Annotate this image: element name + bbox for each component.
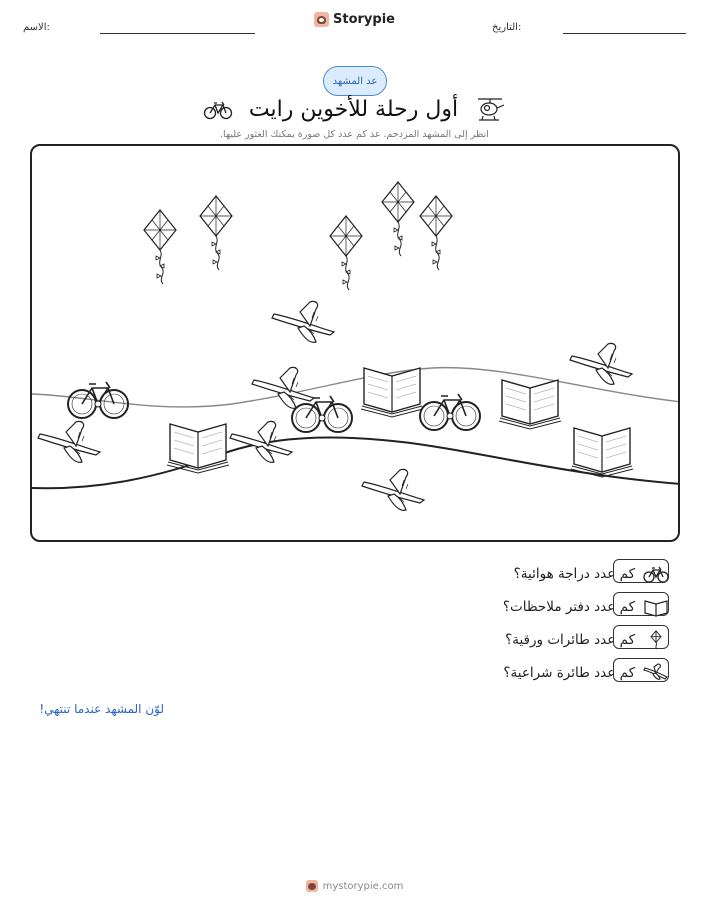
glider <box>252 367 314 408</box>
answer-box-bicycle[interactable] <box>613 559 669 583</box>
coloring-note: لوّن المشهد عندما تنتهي! <box>39 702 164 716</box>
answer-box-glider[interactable] <box>613 658 669 682</box>
kite <box>330 216 362 290</box>
notebook <box>499 380 561 429</box>
answer-box-notebook[interactable] <box>613 592 669 616</box>
kite <box>144 210 176 284</box>
kite <box>420 196 452 270</box>
bicycle <box>292 396 352 432</box>
title-row <box>0 92 709 126</box>
date-label: التاريخ: <box>492 22 522 33</box>
glider <box>362 469 424 510</box>
name-line[interactable] <box>100 33 255 34</box>
answer-box-kite[interactable] <box>613 625 669 649</box>
instructions: انظر إلى المشهد المزدحم. عد كم عدد كل صورة يمكنك العثور عليها. <box>220 129 489 140</box>
question-text: كم عدد دفتر ملاحظات؟ <box>502 599 635 615</box>
footer <box>0 880 709 892</box>
glider <box>230 421 292 462</box>
notebook <box>571 428 633 477</box>
brand-name: Storypie <box>333 12 395 27</box>
bicycle <box>420 394 480 430</box>
date-line[interactable] <box>563 33 686 34</box>
page-title: أول رحلة للأخوين رايت <box>248 96 459 122</box>
notebook <box>167 424 229 473</box>
kite <box>200 196 232 270</box>
question-text: كم عدد طائرة شراعية؟ <box>503 665 635 681</box>
counting-scene <box>30 144 680 542</box>
question-text: كم عدد طائرات ورقية؟ <box>505 632 635 648</box>
notebook <box>361 368 423 417</box>
storypie-logo-icon <box>306 880 318 892</box>
scene-illustration <box>32 146 680 542</box>
helicopter-icon <box>474 95 506 123</box>
hill-line-back <box>32 368 680 407</box>
question-text: كم عدد دراجة هوائية؟ <box>513 566 635 582</box>
glider <box>570 343 632 384</box>
storypie-logo-icon <box>314 12 329 27</box>
count-scene-badge: عد المشهد <box>323 66 387 96</box>
brand-logo <box>0 12 709 27</box>
bicycle-icon <box>203 98 233 120</box>
glider <box>38 421 100 462</box>
kite <box>382 182 414 256</box>
glider <box>272 301 334 342</box>
footer-url[interactable]: mystorypie.com <box>322 880 404 892</box>
name-label: الاسم: <box>23 22 50 33</box>
